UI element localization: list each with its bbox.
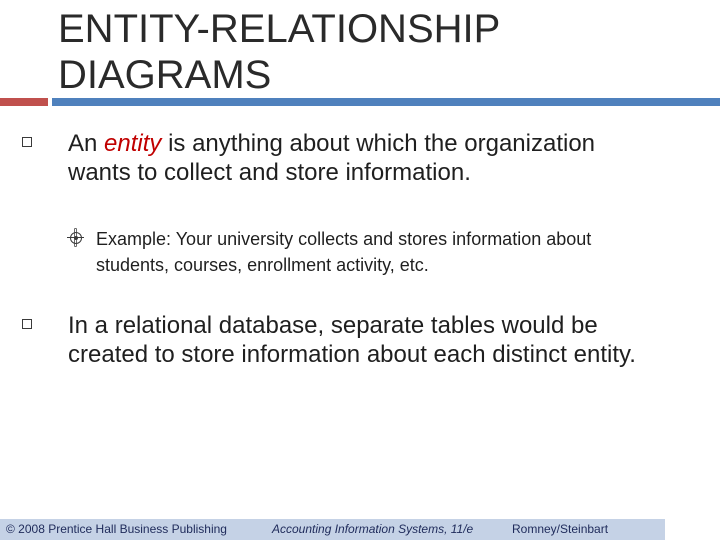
title-line-2: DIAGRAMS	[58, 53, 272, 97]
square-bullet-icon	[22, 137, 32, 147]
footer-book-title: Accounting Information Systems, 11/e	[272, 522, 474, 536]
bullet-1-emphasis: entity	[104, 130, 162, 157]
footer-authors: Romney/Steinbart	[512, 522, 609, 536]
bullet-entity-definition	[68, 129, 628, 187]
bullet-relational-tables	[68, 311, 668, 369]
sub-bullet-example	[96, 226, 656, 278]
title-accent-bar-red	[0, 98, 50, 106]
square-bullet-icon	[22, 319, 32, 329]
title-accent-bar-blue	[50, 98, 720, 106]
title-bar-divider	[48, 92, 52, 112]
bullet-1-suffix: is anything about which the organization wants to collect and store information.	[68, 130, 596, 186]
slide-title	[58, 6, 698, 98]
title-line-1: ENTITY-RELATIONSHIP	[58, 7, 501, 51]
sub-bullet-text: Example: Your university collects and stores information about students, courses, enrollment activity, etc.	[96, 229, 592, 275]
footer-copyright: © 2008 Prentice Hall Business Publishing	[6, 522, 227, 536]
bullet-2-text: In a relational database, separate tables would be created to store information about each distinct entity.	[68, 312, 636, 368]
bullet-1-prefix: An	[68, 130, 105, 157]
slide-footer	[0, 519, 665, 540]
target-bullet-icon	[70, 232, 82, 244]
